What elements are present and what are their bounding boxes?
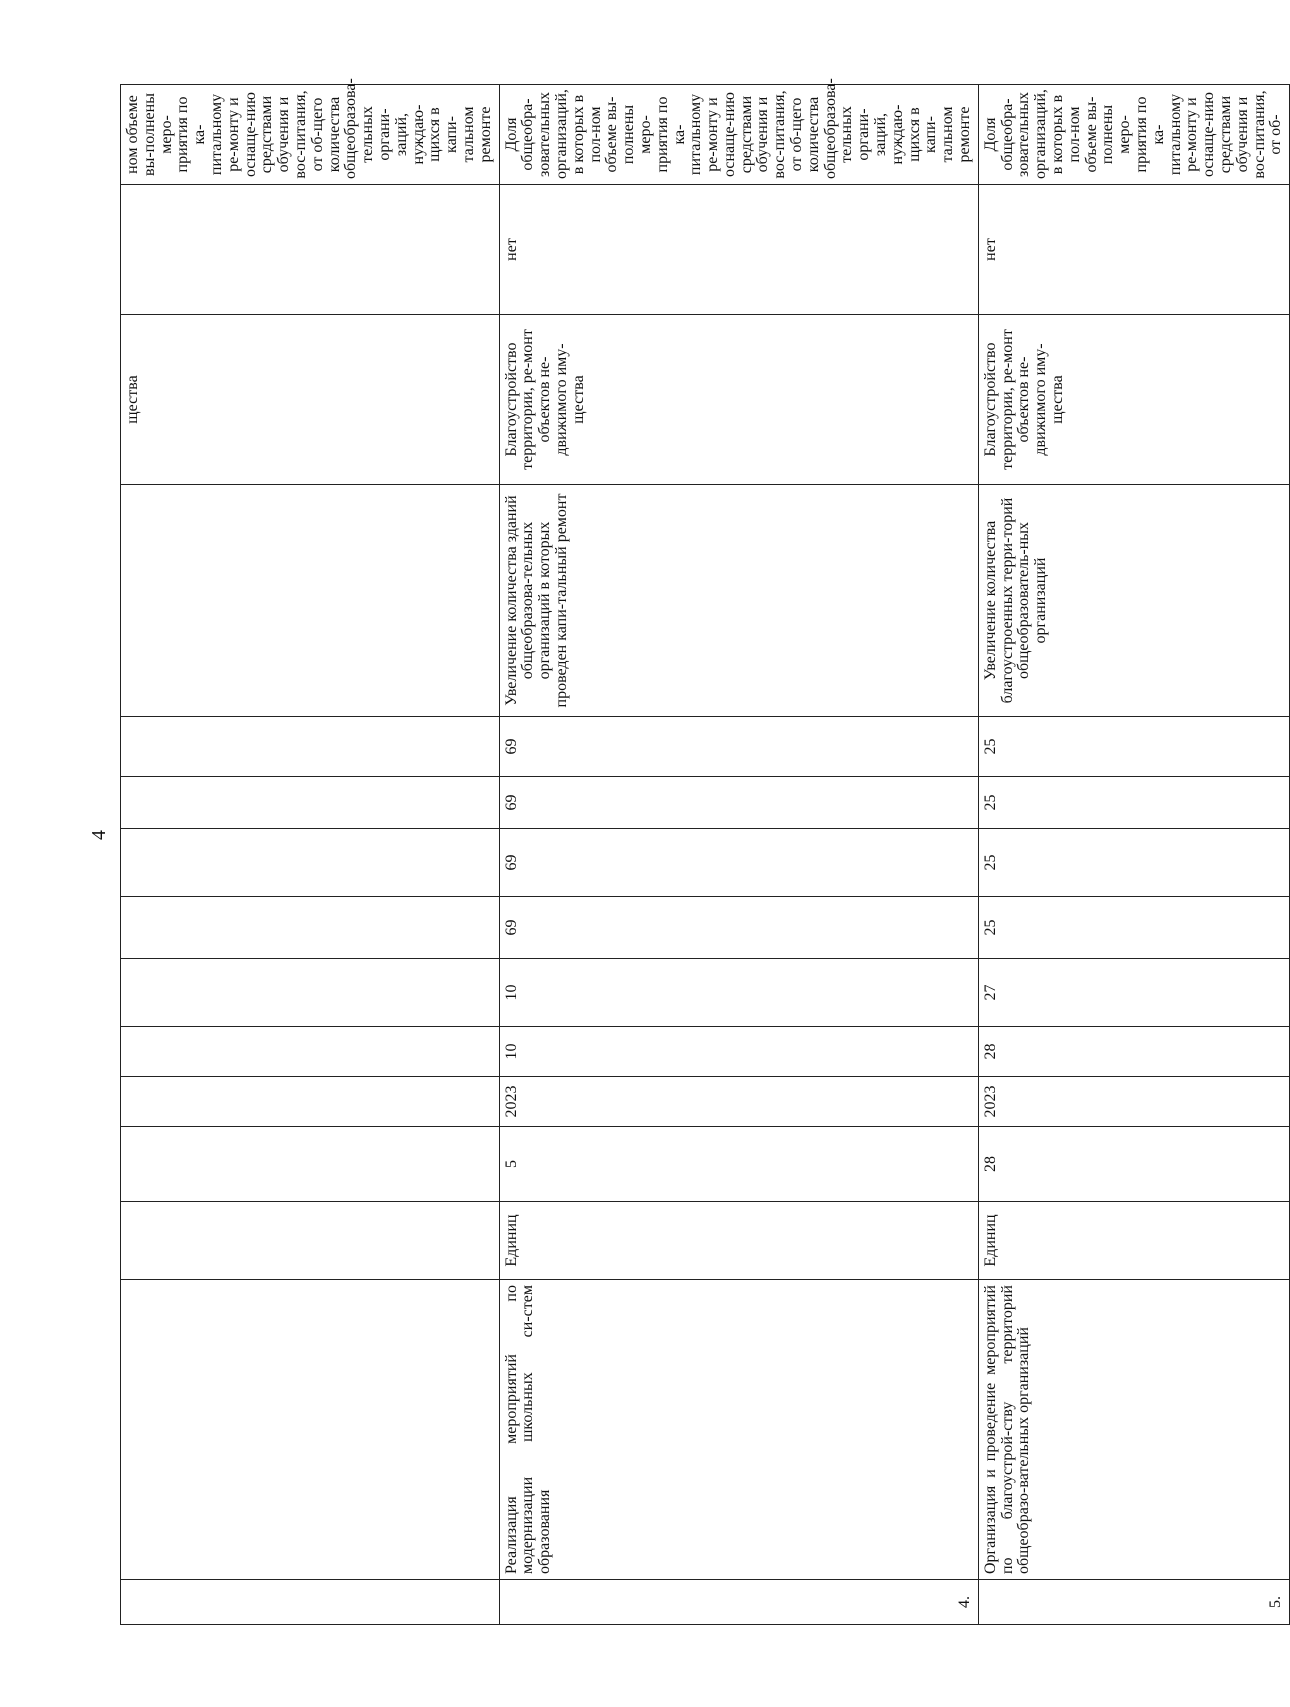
base-year-cell [121,1077,500,1127]
event-cell: Реализация мероприятий по модернизации школьных си-стем образования [499,1280,978,1580]
event-cell [121,1280,500,1580]
table-row [978,85,1289,1625]
value-cell: 25 [978,717,1289,777]
row-number-cell [121,1580,500,1625]
value-cell: 27 [978,959,1289,1027]
base-value-cell: 5 [499,1127,978,1202]
risk-cell [121,185,500,315]
base-value-cell [121,1127,500,1202]
row-number-cell: 4. [499,1580,978,1625]
value-cell [121,717,500,777]
value-cell [121,1027,500,1077]
direction-cell: Благоустройство территории, ре-монт объектов не-движимого иму-щества [499,315,978,485]
result-cell: Увеличение количества зданий общеобразова-тельных организаций в которых проведен капи-тальный ремонт [499,485,978,717]
base-year-cell: 2023 [499,1077,978,1127]
program-events-table [120,78,1290,1625]
base-value-cell: 28 [978,1127,1289,1202]
result-cell [121,485,500,717]
table-row [499,85,978,1625]
value-cell: 69 [499,897,978,959]
value-cell: 28 [978,1027,1289,1077]
value-cell: 25 [978,897,1289,959]
value-cell: 69 [499,829,978,897]
value-cell [121,777,500,829]
table-row [121,85,500,1625]
direction-cell: щества [121,315,500,485]
unit-cell [121,1202,500,1280]
program-events-table-rotated [120,78,1285,1625]
value-cell [121,829,500,897]
result-cell: Увеличение количества благоустроенных терри-торий общеобразователь-ных организаций [978,485,1289,717]
risk-cell: нет [978,185,1289,315]
unit-cell: Единиц [978,1202,1289,1280]
value-cell: 69 [499,717,978,777]
indicator-cell: Доля общеобра-зовательных организаций, в которых в пол-ном объеме вы-полнены меро-приятия по ка-питальному ре-монту и оснаще-нию средствами обучения и вос-питания, от об- [978,85,1289,185]
value-cell: 25 [978,777,1289,829]
base-year-cell: 2023 [978,1077,1289,1127]
value-cell: 25 [978,829,1289,897]
value-cell: 69 [499,777,978,829]
event-cell: Организация и проведение мероприятий по благоустрой-ству территорий общеобразо-вательных организаций [978,1280,1289,1580]
risk-cell: нет [499,185,978,315]
row-number-cell: 5. [978,1580,1289,1625]
page-number: 4 [88,830,110,840]
direction-cell: Благоустройство территории, ре-монт объектов не-движимого иму-щества [978,315,1289,485]
value-cell [121,897,500,959]
indicator-cell: Доля общеобра-зовательных организаций, в которых в пол-ном объеме вы-полнены меро-приятия по ка-питальному ре-монту и оснаще-нию средствами обучения и вос-питания, от об-щего количества общеобразова-тельных органи-заций, нуждаю-щихся в капи-тальном ремонте [499,85,978,185]
value-cell: 10 [499,959,978,1027]
indicator-cell: ном объеме вы-полнены меро-приятия по ка-питальному ре-монту и оснаще-нию средствами обучения и вос-питания, от об-щего количества общеобразова-тельных органи-заций, нуждаю-щихся в капи-тальном ремонте [121,85,500,185]
unit-cell: Единиц [499,1202,978,1280]
value-cell [121,959,500,1027]
value-cell: 10 [499,1027,978,1077]
